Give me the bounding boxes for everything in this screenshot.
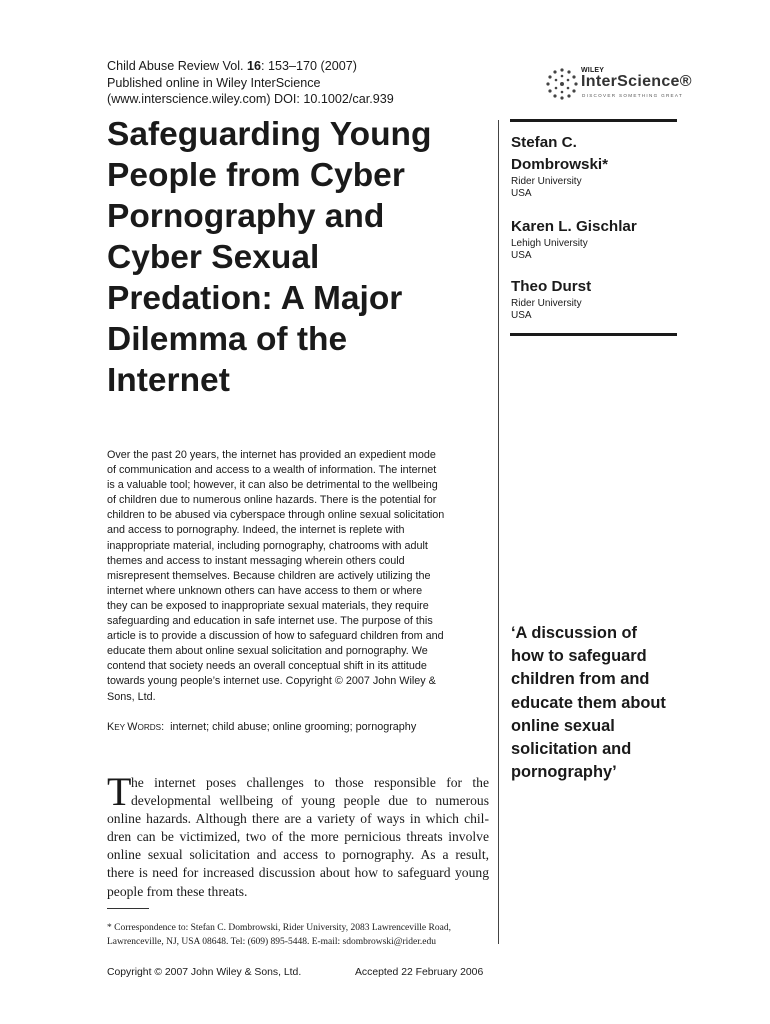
pull-quote-line: ‘A discussion of xyxy=(511,624,637,642)
logo-publisher: WILEY xyxy=(581,67,605,74)
author-affiliation: Rider University xyxy=(511,298,582,309)
pull-quote-line: how to safeguard xyxy=(511,647,647,666)
pull-quote-line: solicitation and xyxy=(511,740,632,759)
published-online-line: Published online in Wiley InterScience xyxy=(107,75,321,90)
pull-quote-line: online sexual xyxy=(511,716,615,735)
author-name: Stefan C. xyxy=(511,134,577,151)
abstract-line: inappropriate material, including pornography, chatrooms with adult xyxy=(107,539,428,552)
footer-copyright: Copyright © 2007 John Wiley & Sons, Ltd. xyxy=(107,967,302,978)
abstract-line: article is to provide a discussion of how to safeguard children from and xyxy=(107,630,444,643)
body-line: there is need for increased discussion about how to safeguard young xyxy=(107,865,489,881)
footnote-line: * Correspondence to: Stefan C. Dombrowski, Rider University, 2083 Lawrenceville Road, xyxy=(107,923,451,933)
author-1 xyxy=(511,132,681,200)
abstract-line: and access to pornography. Indeed, the internet is replete with xyxy=(107,524,405,537)
title-line: Pornography and xyxy=(107,198,385,235)
logo-tagline: DISCOVER SOMETHING GREAT xyxy=(582,93,684,98)
abstract-line: educate them about online sexual solicitation and pornography. We xyxy=(107,645,428,658)
footnote-rule xyxy=(107,908,149,909)
footer-accepted-date: Accepted 22 February 2006 xyxy=(355,967,484,978)
body-line: developmental wellbeing of young people due to numerous xyxy=(131,793,489,809)
abstract-line: they can be exposed to inappropriate sexual materials, they require xyxy=(107,599,429,612)
author-box-top-rule xyxy=(510,119,677,122)
abstract-line: of communication and access to a wealth of information. The internet xyxy=(107,464,437,477)
keywords-label: KEY WORDS: xyxy=(107,721,165,733)
author-name: Dombrowski* xyxy=(511,156,609,173)
abstract-line: internet where unknown others can have access to them or where xyxy=(107,584,423,597)
article-title xyxy=(107,114,487,401)
abstract xyxy=(107,448,485,705)
body-line: online sexual solicitation and access to pornography. As a result, xyxy=(107,847,489,863)
body-line: online hazards. Although there are a variety of ways in which chil- xyxy=(107,811,489,827)
abstract-line: contend that society needs an overall conceptual shift in its attitude xyxy=(107,660,427,673)
author-country: USA xyxy=(511,250,532,261)
body-line: people from these threats. xyxy=(107,883,248,899)
wiley-interscience-logo xyxy=(544,64,694,104)
author-name: Theo Durst xyxy=(511,278,592,295)
abstract-line: misrepresent themselves. Because children are actively utilizing the xyxy=(107,569,431,582)
column-divider xyxy=(498,120,499,944)
author-2 xyxy=(511,216,681,262)
footnote-line: Lawrenceville, NJ, USA 08648. Tel: (609) 895-5448. E-mail: sdombrowski@rider.edu xyxy=(107,937,437,947)
title-line: Predation: A Major xyxy=(107,280,403,317)
abstract-line: towards young people’s internet use. Copyright © 2007 John Wiley & xyxy=(107,675,436,688)
author-box-bottom-rule xyxy=(510,333,677,336)
author-country: USA xyxy=(511,310,532,321)
author-affiliation: Rider University xyxy=(511,176,582,187)
pull-quote-line: children from and xyxy=(511,670,650,689)
drop-cap: T xyxy=(107,769,132,814)
abstract-line: safeguarding and education in safe internet use. The purpose of this xyxy=(107,615,433,628)
title-line: People from Cyber xyxy=(107,157,405,194)
correspondence-footnote xyxy=(107,921,489,949)
author-affiliation: Lehigh University xyxy=(511,238,588,249)
body-text xyxy=(107,769,489,901)
logo-name: InterScience® xyxy=(581,73,692,90)
body-line: he internet poses challenges to those responsible for the xyxy=(131,775,489,790)
journal-header xyxy=(107,58,437,108)
pull-quote-line: pornography’ xyxy=(511,763,617,782)
keywords-text: internet; child abuse; online grooming; pornography xyxy=(170,721,417,733)
title-line: Internet xyxy=(107,362,230,399)
abstract-line: is a valuable tool; however, it can also be detrimental to the wellbeing xyxy=(107,479,438,492)
title-line: Cyber Sexual xyxy=(107,239,320,276)
abstract-line: of children due to numerous online hazards. There is the potential for xyxy=(107,494,437,507)
abstract-line: Sons, Ltd. xyxy=(107,690,156,703)
title-line: Dilemma of the xyxy=(107,321,348,358)
abstract-line: children to be abused via cyberspace through online sexual solicitation xyxy=(107,509,445,522)
abstract-line: Over the past 20 years, the internet has provided an expedient mode xyxy=(107,449,436,461)
body-line: dren can be victimized, two of the more pernicious threats involve xyxy=(107,829,489,845)
author-country: USA xyxy=(511,188,532,199)
journal-citation: Child Abuse Review Vol. 16: 153–170 (2007) xyxy=(107,59,357,73)
pull-quote-line: educate them about xyxy=(511,693,666,712)
author-3 xyxy=(511,276,681,322)
title-line: Safeguarding Young xyxy=(107,116,432,153)
keywords xyxy=(107,721,416,733)
doi-line: (www.interscience.wiley.com) DOI: 10.1002/car.939 xyxy=(107,92,394,106)
abstract-line: themes and access to instant messaging wherein others could xyxy=(107,554,405,567)
pull-quote xyxy=(511,622,691,784)
globe-icon xyxy=(544,66,580,102)
author-name: Karen L. Gischlar xyxy=(511,218,637,235)
